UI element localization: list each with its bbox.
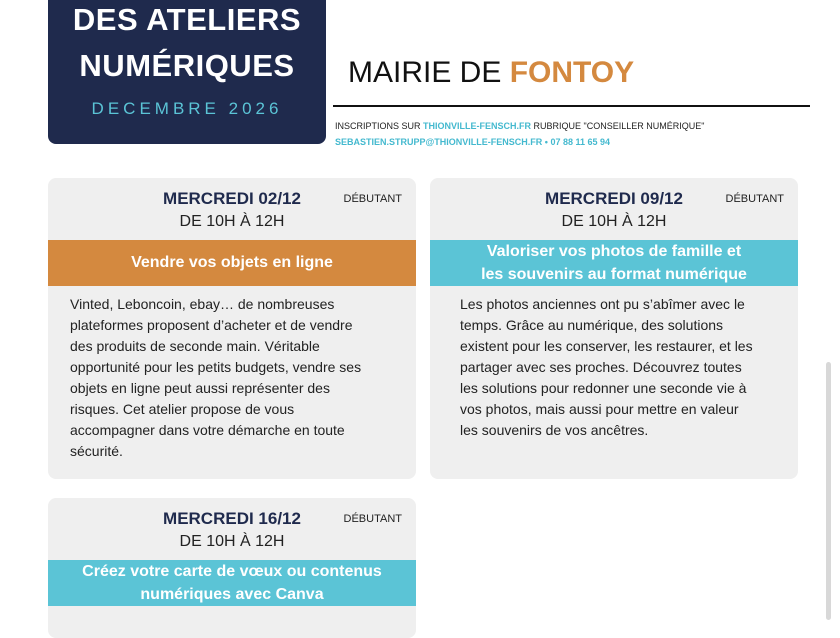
workshop-title-line: les souvenirs au format numérique bbox=[481, 266, 747, 283]
title-line-1: DES ATELIERS bbox=[72, 2, 302, 37]
email-link[interactable]: SEBASTIEN.STRUPP@THIONVILLE-FENSCH.FR bbox=[335, 137, 543, 147]
description-line: objets en ligne peut aussi représenter des bbox=[70, 380, 330, 396]
title-block bbox=[48, 0, 326, 144]
workshop-title-line: Créez votre carte de vœux ou contenus bbox=[82, 563, 382, 580]
description-line: existent pour les conserver, les restaurer, et les bbox=[460, 338, 753, 354]
workshop-time: DE 10H À 12H bbox=[179, 533, 285, 550]
workshop-date: MERCREDI 09/12 bbox=[545, 189, 683, 208]
workshop-card-2 bbox=[430, 178, 798, 479]
workshop-title: Vendre vos objets en ligne bbox=[131, 254, 333, 271]
description-line: opportunité pour les petits budgets, vendre ses bbox=[70, 359, 362, 375]
site-link[interactable]: THIONVILLE-FENSCH.FR bbox=[423, 121, 532, 131]
workshop-description bbox=[430, 294, 798, 441]
workshop-title-banner bbox=[48, 560, 416, 606]
mairie-name: FONTOY bbox=[509, 56, 635, 89]
header-divider bbox=[333, 105, 810, 107]
description-line: partager avec ses proches. Découvrez toutes bbox=[460, 359, 742, 375]
phone-number: • 07 88 11 65 94 bbox=[542, 137, 611, 147]
workshop-card-1 bbox=[48, 178, 416, 479]
info-suffix: RUBRIQUE "CONSEILLER NUMÉRIQUE" bbox=[531, 121, 705, 131]
workshop-level: DÉBUTANT bbox=[343, 513, 402, 525]
workshop-title-banner bbox=[48, 240, 416, 286]
description-line: Les photos anciennes ont pu s’abîmer avec le bbox=[460, 296, 745, 312]
workshop-card-3 bbox=[48, 498, 416, 638]
workshop-date: MERCREDI 16/12 bbox=[163, 509, 301, 528]
description-line: les solutions pour redonner une seconde vie à bbox=[460, 380, 747, 396]
workshop-title-line: numériques avec Canva bbox=[140, 586, 324, 603]
mairie-prefix: MAIRIE DE bbox=[348, 56, 510, 89]
description-line: des produits de seconde main. Véritable bbox=[70, 338, 320, 354]
description-line: sécurité. bbox=[70, 443, 123, 459]
title-line-2: NUMÉRIQUES bbox=[79, 48, 295, 83]
description-line: Vinted, Leboncoin, ebay… de nombreuses bbox=[70, 296, 335, 312]
workshop-time: DE 10H À 12H bbox=[179, 213, 285, 230]
description-line: plateformes proposent d’acheter et de vendre bbox=[70, 317, 353, 333]
workshop-date: MERCREDI 02/12 bbox=[163, 189, 301, 208]
description-line: vos photos, mais aussi pour mettre en valeur bbox=[460, 401, 739, 417]
workshop-level: DÉBUTANT bbox=[343, 193, 402, 205]
mairie-heading bbox=[348, 56, 634, 90]
info-prefix: INSCRIPTIONS SUR bbox=[335, 121, 424, 131]
workshop-description bbox=[48, 294, 416, 462]
registration-info bbox=[335, 121, 704, 131]
month-label: DECEMBRE 2026 bbox=[91, 99, 283, 118]
workshop-level: DÉBUTANT bbox=[725, 193, 784, 205]
workshop-time: DE 10H À 12H bbox=[561, 213, 667, 230]
description-line: les souvenirs de vos ancêtres. bbox=[460, 422, 649, 438]
workshop-title-line: Valoriser vos photos de famille et bbox=[486, 243, 742, 260]
contact-info bbox=[335, 137, 610, 147]
workshop-title-banner bbox=[430, 240, 798, 286]
description-line: accompagner dans votre démarche en toute bbox=[70, 422, 345, 438]
description-line: temps. Grâce au numérique, des solutions bbox=[460, 317, 724, 333]
scrollbar[interactable] bbox=[826, 362, 831, 620]
description-line: risques. Cet atelier propose de vous bbox=[70, 401, 295, 417]
